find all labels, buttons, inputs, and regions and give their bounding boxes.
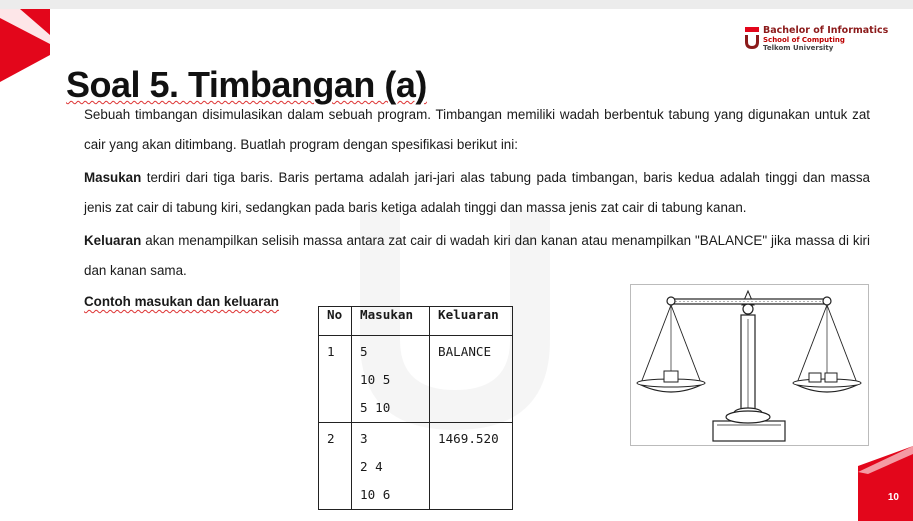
header-no: No <box>319 307 352 336</box>
table-row <box>319 336 513 423</box>
university-logo <box>744 26 888 52</box>
row-no: 1 <box>319 336 352 423</box>
row-output: 1469.520 <box>430 423 513 510</box>
table-row <box>319 423 513 510</box>
top-bar <box>0 0 913 9</box>
example-label: Contoh masukan dan keluaran <box>84 294 279 309</box>
corner-decoration-top-left <box>0 0 50 82</box>
row-output: BALANCE <box>430 336 513 423</box>
page-number: 10 <box>887 492 899 503</box>
input-line: 5 10 <box>360 400 391 415</box>
input-line: 10 5 <box>360 372 391 387</box>
header-input: Masukan <box>352 307 430 336</box>
input-spec-paragraph <box>84 163 870 223</box>
input-line: 2 4 <box>360 459 383 474</box>
slide-title: Soal 5. Timbangan (a) <box>66 64 427 105</box>
balance-scale-icon <box>631 285 868 445</box>
row-input <box>352 423 430 510</box>
header-output: Keluaran <box>430 307 513 336</box>
input-line: 5 <box>360 344 368 359</box>
input-spec-text: terdiri dari tiga baris. Baris pertama adalah jari-jari alas tabung pada timbangan, baris kedua adalah tinggi dan massa jenis zat cair di tabung kiri, sedangkan pada baris ketiga adalah tinggi dan massa jenis zat cair di tabung kanan. <box>84 170 870 215</box>
logo-line-3: Telkom University <box>763 44 834 52</box>
row-no: 2 <box>319 423 352 510</box>
row-input <box>352 336 430 423</box>
output-keyword: Keluaran <box>84 233 142 248</box>
table-header-row <box>319 307 513 336</box>
output-spec-paragraph <box>84 226 870 286</box>
input-line: 3 <box>360 431 368 446</box>
intro-text: Sebuah timbangan disimulasikan dalam sebuah program. Timbangan memiliki wadah berbentuk tabung yang digunakan untuk zat cair yang akan ditimbang. Buatlah program dengan spesifikasi berikut ini: <box>84 107 870 152</box>
logo-line-1: Bachelor of Informatics <box>763 25 889 36</box>
input-keyword: Masukan <box>84 170 142 185</box>
corner-decoration-bottom-right <box>858 446 913 521</box>
telkom-logo-icon <box>744 26 760 50</box>
balance-scale-image <box>630 284 869 446</box>
intro-paragraph <box>84 100 870 160</box>
output-spec-text: akan menampilkan selisih massa antara zat cair di wadah kiri dan kanan atau menampilkan "BALANCE" jika massa di kiri dan kanan sama. <box>84 233 870 278</box>
example-table <box>318 306 513 510</box>
logo-line-2: School of Computing <box>763 36 845 44</box>
input-line: 10 6 <box>360 487 391 502</box>
